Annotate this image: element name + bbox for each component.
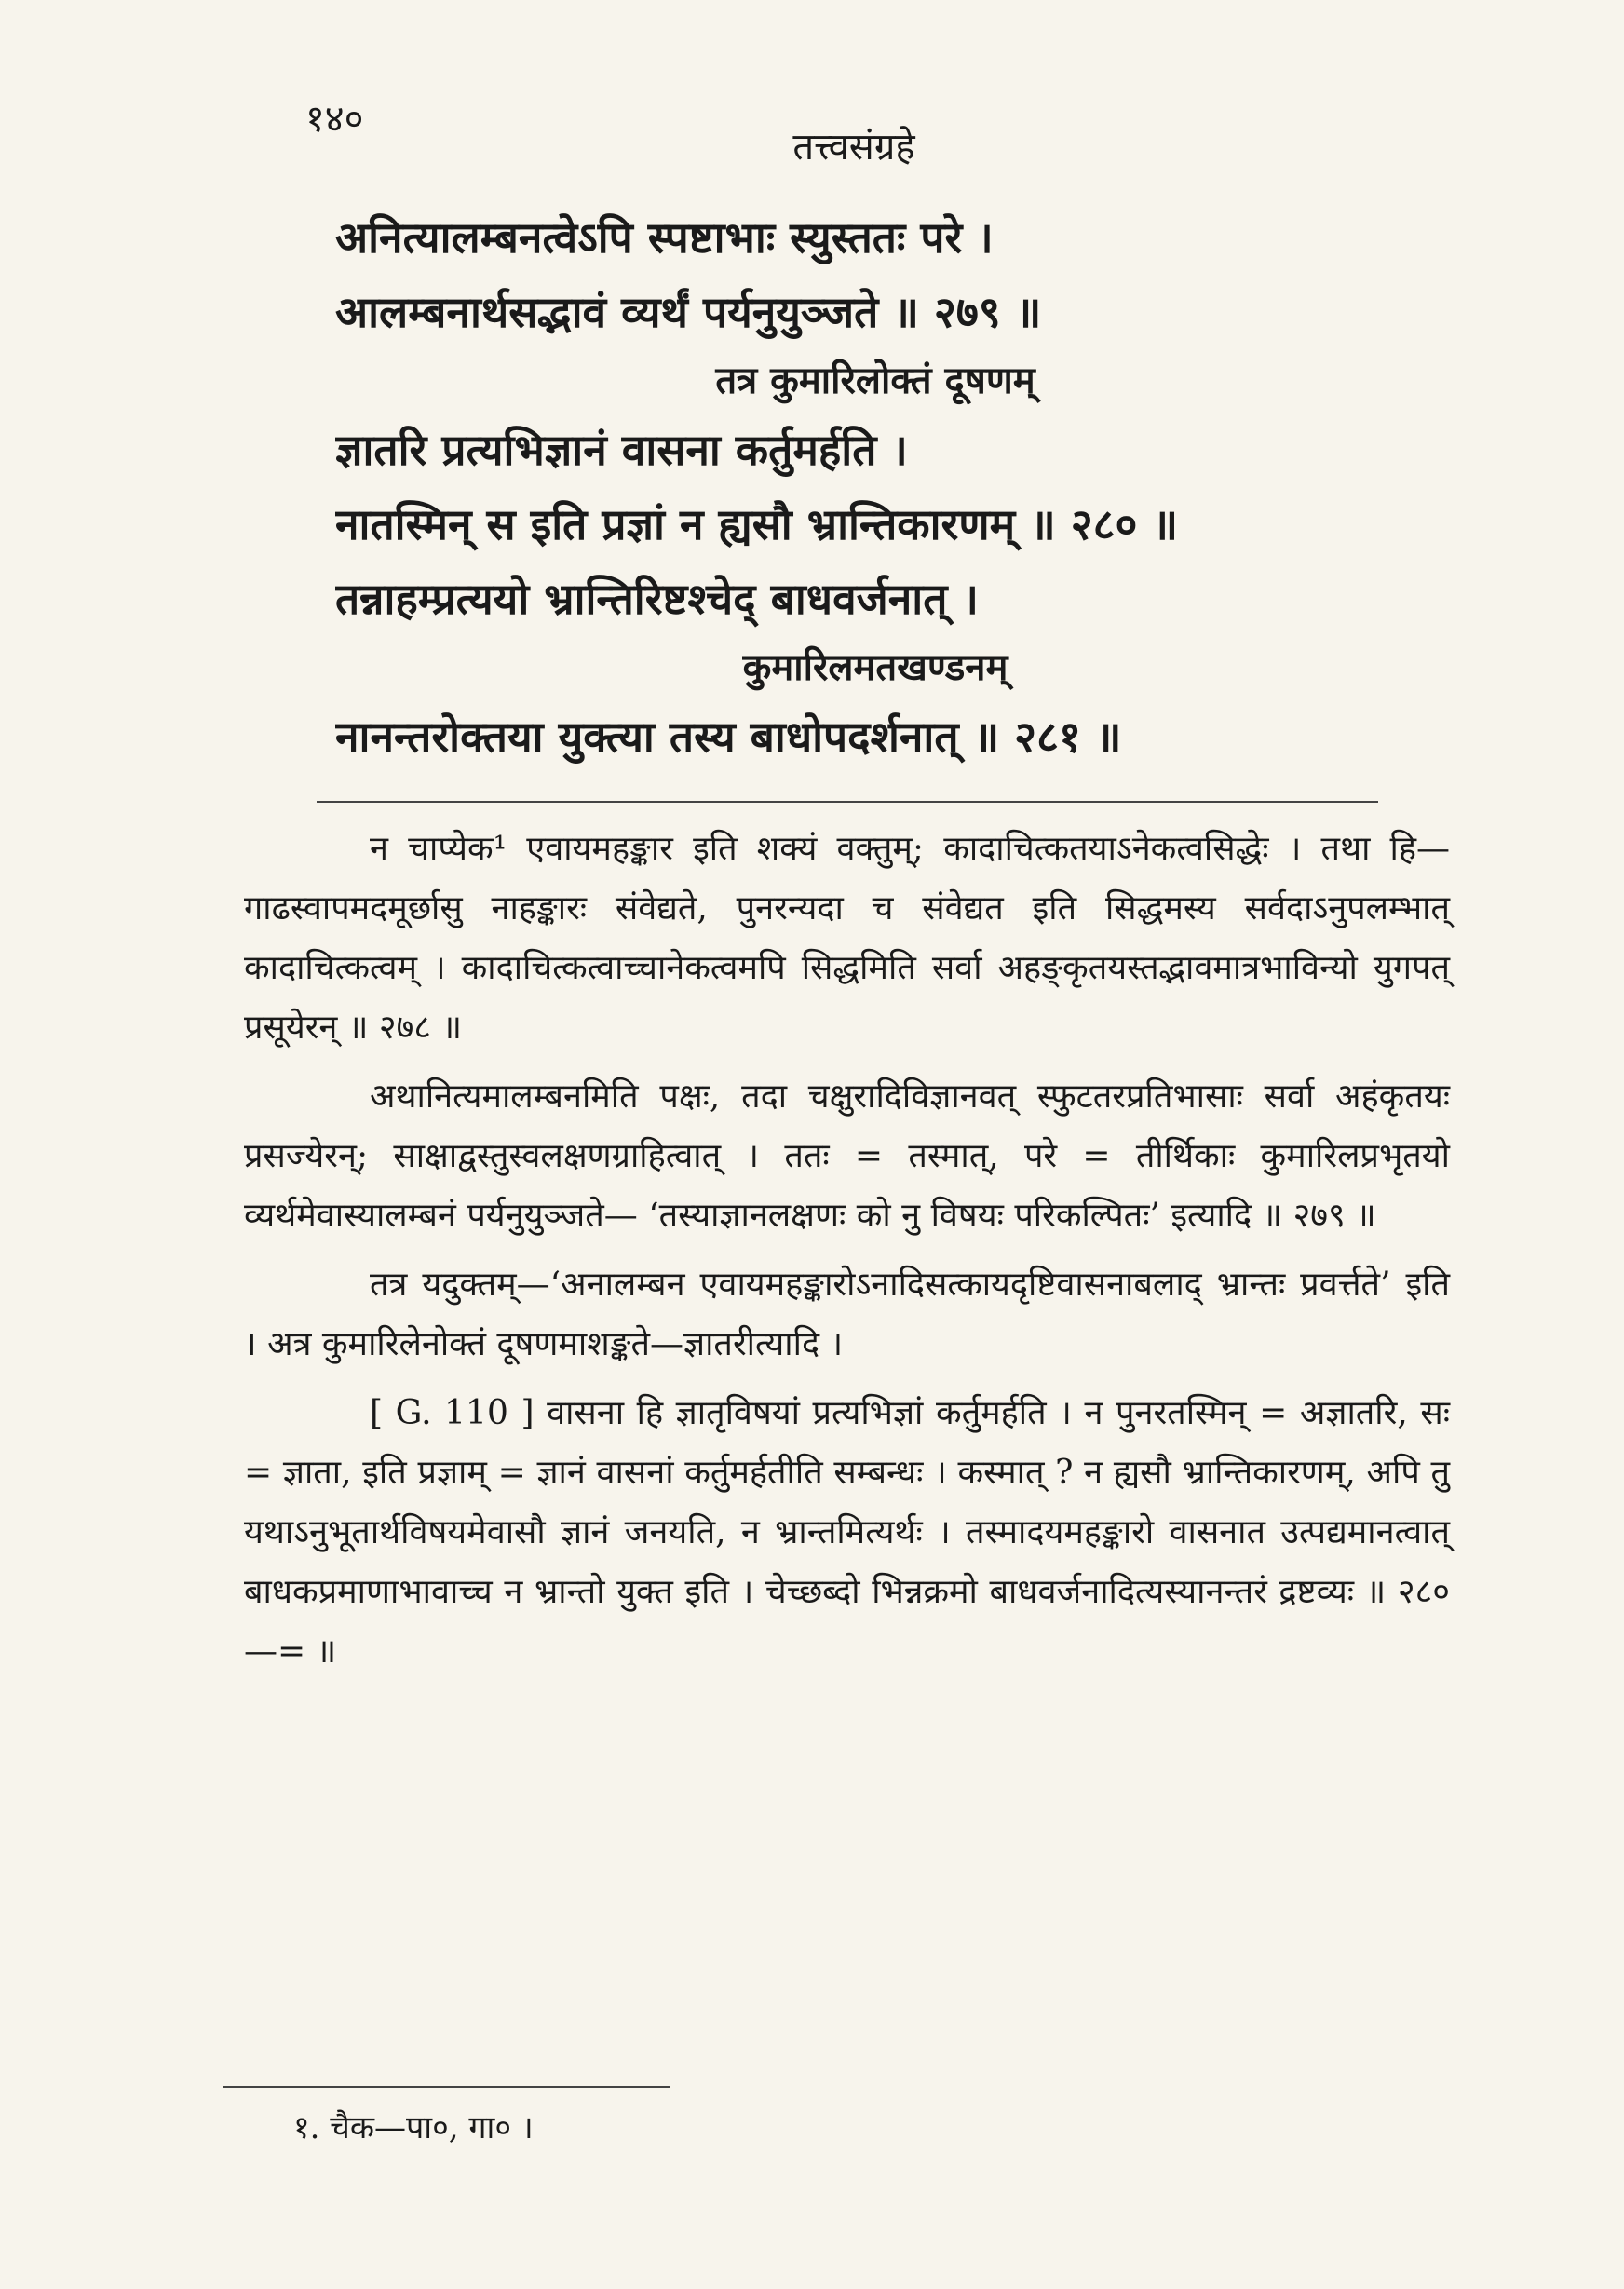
verse-block [335, 200, 1415, 774]
verse-line: ज्ञातरि प्रत्यभिज्ञानं वासना कर्तुमर्हति । [335, 425, 908, 475]
commentary-paragraph: न चाप्येक¹ एवायमहङ्कार इति शक्यं वक्तुम्; कादाचित्कतयाऽनेकत्वसिद्धेः । तथा हि—गाढस्वापमदमूर्छासु नाहङ्कारः संवेद्यते, पुनरन्यदा च संवेद्यत इति सिद्धमस्य सर्वदाऽनुपलम्भात् कादाचित्कत्वम् । कादाचित्कत्वाच्चानेकत्वमपि सिद्धमिति सर्वा अहङ्कृतयस्तद्भावमात्रभाविन्यो युगपत् प्रसूयेरन् ॥ २७८ ॥ [244, 830, 1450, 1047]
verse-line: तन्नाहम्प्रत्ययो भ्रान्तिरिष्टश्चेद् बाधवर्जनात् । [335, 574, 979, 624]
running-title: तत्त्वसंग्रहे [792, 126, 915, 169]
verse-line: नानन्तरोक्तया युक्त्या तस्य बाधोपदर्शनात् ॥ २८१ ॥ [335, 711, 1122, 762]
verse-line: अनित्यालम्बनत्वेऽपि स्पष्टाभाः स्युस्ततः परे । [335, 212, 994, 263]
commentary [244, 819, 1450, 1691]
commentary-paragraph: तत्र यदुक्तम्—‘अनालम्बन एवायमहङ्कारोऽनादिसत्कायदृष्टिवासनाबलाद् भ्रान्तः प्रवर्त्तते’ इति । अत्र कुमारिलेनोक्तं दूषणमाशङ्कते—ज्ञातरीत्यादि । [244, 1266, 1450, 1363]
commentary-paragraph: अथानित्यमालम्बनमिति पक्षः, तदा चक्षुरादिविज्ञानवत् स्फुटतरप्रतिभासाः सर्वा अहंकृतयः प्रसज्येरन्; साक्षाद्वस्तुस्वलक्षणग्राहित्वात् । ततः = तस्मात्, परे = तीर्थिकाः कुमारिलप्रभृतयो व्यर्थमेवास्यालम्बनं पर्यनुयुञ्जते— ‘तस्याज्ञानलक्षणः को नु विषयः परिकल्पितः’ इत्यादि ॥ २७९ ॥ [244, 1077, 1450, 1235]
verse-line: नातस्मिन् स इति प्रज्ञां न ह्यसौ भ्रान्तिकारणम् ॥ २८० ॥ [335, 499, 1179, 549]
verse-line: आलम्बनार्थसद्भावं व्यर्थं पर्यनुयुञ्जते ॥ २७९ ॥ [335, 287, 1042, 337]
footnote: १. चैक—पा०, गा० । [293, 2109, 534, 2147]
section-heading: तत्र कुमारिलोक्तं दूषणम् [715, 359, 1035, 402]
footnote-divider [223, 2086, 670, 2088]
section-heading: कुमारिलमतखण्डनम् [742, 645, 1008, 689]
verse-divider [317, 801, 1378, 803]
commentary-paragraph: [ G. 110 ] वासना हि ज्ञातृविषयां प्रत्यभिज्ञां कर्तुमर्हति । न पुनरतस्मिन् = अज्ञातरि, सः = ज्ञाता, इति प्रज्ञाम् = ज्ञानं वासनां कर्तुमर्हतीति सम्बन्धः । कस्मात् ? न ह्यसौ भ्रान्तिकारणम्, अपि तु यथाऽनुभूतार्थविषयमेवासौ ज्ञानं जनयति, न भ्रान्तमित्यर्थः । तस्मादयमहङ्कारो वासनात उत्पद्यमानत्वात् बाधकप्रमाणाभावाच्च न भ्रान्तो युक्त इति । चेच्छब्दो भिन्नक्रमो बाधवर्जनादित्यस्यानन्तरं द्रष्टव्यः ॥ २८०—= ॥ [244, 1394, 1450, 1671]
page-number: १४० [305, 98, 364, 141]
